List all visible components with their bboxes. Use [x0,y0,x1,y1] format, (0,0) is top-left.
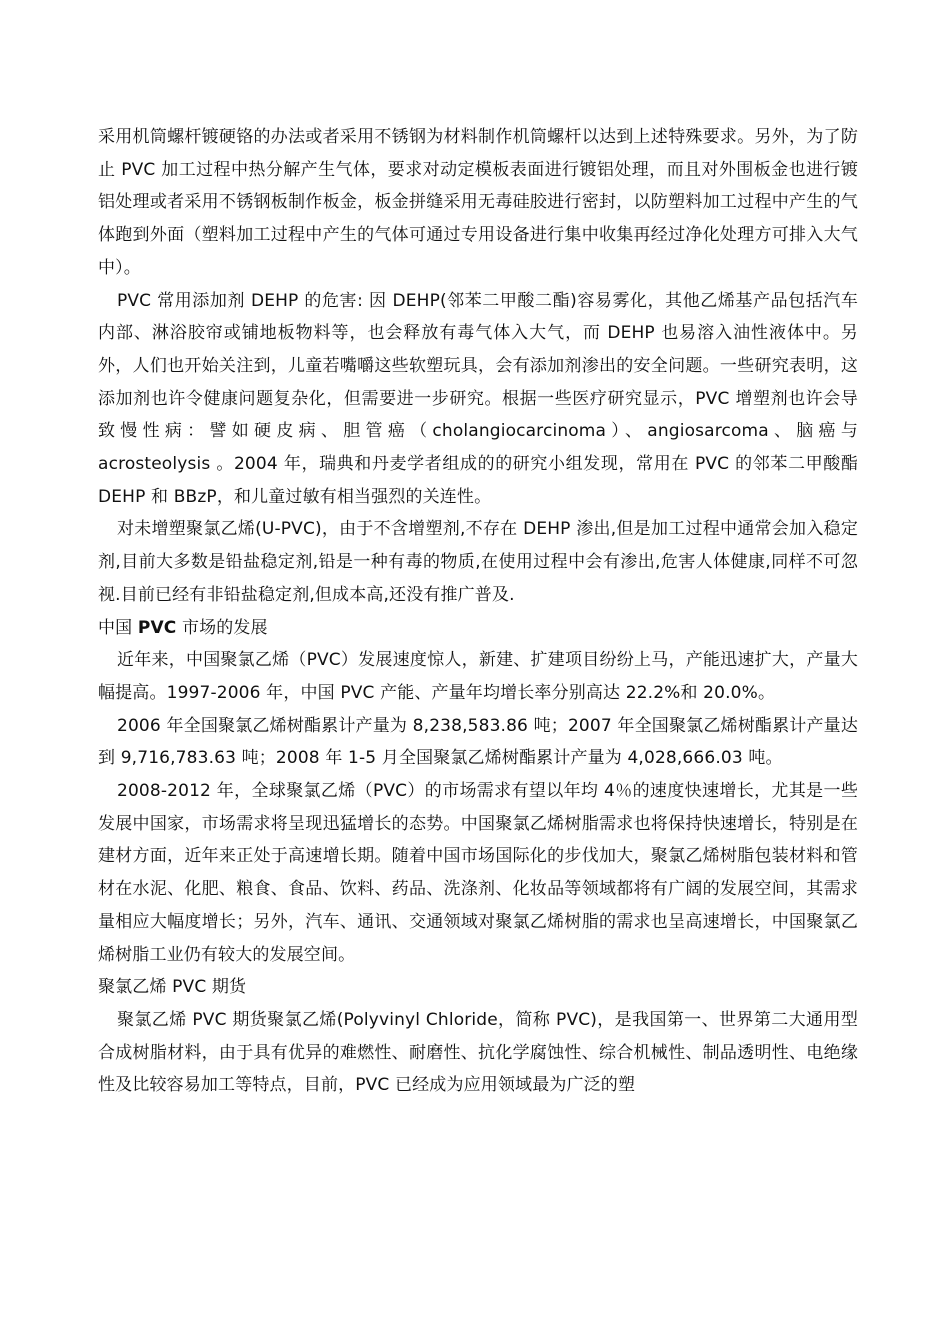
paragraph-upvc-stabilizers: 对未增塑聚氯乙烯(U-PVC)，由于不含增塑剂,不存在 DEHP 渗出,但是加工过程中通常会加入稳定剂,目前大多数是铅盐稳定剂,铅是一种有毒的物质,在使用过程中会有渗出,危害人体健康,同样不可忽视.目前已经有非铅盐稳定剂,但成本高,还没有推广普及. [98,519,858,605]
paragraph-processing-measures: 采用机筒螺杆镀硬铬的办法或者采用不锈钢为材料制作机筒螺杆以达到上述特殊要求。另外，为了防止 PVC 加工过程中热分解产生气体，要求对动定模板表面进行镀铝处理，而且对外围板金也进行镀铝处理或者采用不锈钢板制作板金，板金拼缝采用无毒硅胶进行密封，以防塑料加工过程中产生的气体跑到外面（塑料加工过程中产生的气体可通过专用设备进行集中收集再经过净化处理方可排入大气中）。 [98,127,858,278]
paragraph-market-growth: 近年来，中国聚氯乙烯（PVC）发展速度惊人，新建、扩建项目纷纷上马，产能迅速扩大，产量大幅提高。1997-2006 年，中国 PVC 产能、产量年均增长率分别高达 22.2%和 20.0%。 [98,650,858,703]
heading-pvc-futures: 聚氯乙烯 PVC 期货 [98,977,247,998]
heading-market-prefix: 中国 [98,617,138,638]
heading-china-pvc-market [98,612,858,645]
heading-market-suffix: 市场的发展 [176,617,268,638]
paragraph-demand-forecast: 2008-2012 年，全球聚氯乙烯（PVC）的市场需求有望以年均 4％的速度快速增长，尤其是一些发展中国家，市场需求将呈现迅猛增长的态势。中国聚氯乙烯树脂需求也将保持快速增长，特别是在建材方面，近年来正处于高速增长期。随着中国市场国际化的步伐加大，聚氯乙烯树脂包装材料和管材在水泥、化肥、粮食、食品、饮料、药品、洗涤剂、化妆品等领域都将有广阔的发展空间，其需求量相应大幅度增长；另外，汽车、通讯、交通领域对聚氯乙烯树脂的需求也呈高速增长，中国聚氯乙烯树脂工业仍有较大的发展空间。 [98,781,858,965]
paragraph-production-stats: 2006 年全国聚氯乙烯树酯累计产量为 8,238,583.86 吨；2007 年全国聚氯乙烯树酯累计产量达到 9,716,783.63 吨；2008 年 1-5 月全国聚氯乙烯树酯累计产量为 4,028,666.03 吨。 [98,715,858,769]
paragraph-pvc-futures: 聚氯乙烯 PVC 期货聚氯乙烯(Polyvinyl Chloride，简称 PVC)，是我国第一、世界第二大通用型合成树脂材料，由于具有优异的难燃性、耐磨性、抗化学腐蚀性、综合机械性、制品透明性、电绝缘性及比较容易加工等特点，目前，PVC 已经成为应用领域最为广泛的塑 [98,1009,858,1096]
heading-market-bold: PVC [137,617,177,638]
paragraph-dehp-hazards: PVC 常用添加剂 DEHP 的危害: 因 DEHP(邻苯二甲酸二酯)容易雾化，其他乙烯基产品包括汽车内部、淋浴胶帘或铺地板物料等，也会释放有毒气体入大气，而 DEHP 也易溶入油性液体中。另外，人们也开始关注到，儿童若嘴嚼这些软塑玩具，会有添加剂渗出的安全问题。一些研究表明，这添加剂也许令健康问题复杂化，但需要进一步研究。根据一些医疗研究显示，PVC 增塑剂也许会导致慢性病：譬如硬皮病、胆管癌（cholangiocarcinoma）、angiosarcoma、脑癌与 acrosteolysis 。2004 年，瑞典和丹麦学者组成的的研究小组发现，常用在 PVC 的邻苯二甲酸酯 DEHP 和 BBzP，和儿童过敏有相当强烈的关连性。 [98,290,858,507]
document-body [98,121,858,1102]
